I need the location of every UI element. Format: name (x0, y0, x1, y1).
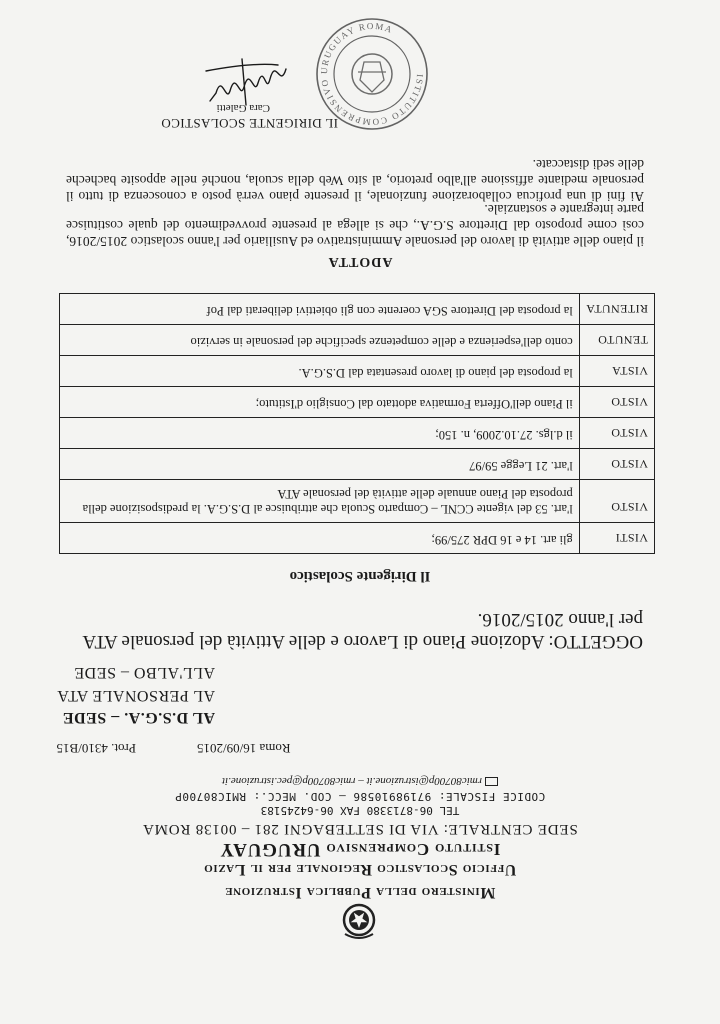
adopts-heading: ADOTTA (327, 254, 393, 269)
recital-text: l'art. 53 del vigente CCNL – Comparto Scuola che attribuisce al D.S.G.A. la predisposizione della proposta del Piano annuale delle attività del personale ATA (60, 480, 580, 523)
recital-text: il d.lgs. 27.10.2009, n. 150; (60, 418, 580, 449)
subject-label: OGGETTO: (548, 631, 643, 652)
issuer-heading: Il Dirigente Scolastico (289, 568, 431, 584)
recital-key: TENUTO (579, 325, 654, 356)
recital-text: l'art. 21 Legge 59/97 (60, 449, 580, 480)
table-row (60, 294, 655, 325)
stamp-text: ISTITUTO COMPRENSIVO URUGUAY ROMA (318, 20, 426, 128)
table-row (60, 387, 655, 418)
recital-key: VISTO (579, 480, 654, 523)
table-row (60, 480, 655, 523)
recital-key: VISTA (579, 356, 654, 387)
recital-text: la proposta del Direttore SGA coerente con gli obiettivi deliberati dal Pof (60, 294, 580, 325)
email-addresses: rmic80700p@istruzione.it – rmic80700p@pec.istruzione.it (221, 775, 483, 787)
protocol-number: Prot. 4310/B15 (56, 741, 136, 756)
table-row (60, 523, 655, 554)
handwritten-signature (200, 51, 290, 109)
ministry-line: Ministero della Pubblica Istruzione (224, 884, 496, 901)
envelope-icon (485, 777, 498, 786)
table-row (60, 356, 655, 387)
signatory-name: Cara Galetti (216, 102, 270, 114)
main-seat-address: SEDE CENTRALE: VIA DI SETTEBAGNI 281 – 00138 ROMA (142, 821, 578, 837)
recital-key: VISTO (579, 418, 654, 449)
school-name: URUGUAY (219, 839, 321, 860)
school-name-line (0, 838, 720, 860)
table-row (60, 325, 655, 356)
svg-text:ISTITUTO COMPRENSIVO URUGUAY R (319, 21, 425, 127)
addressee-albo: ALL'ALBO – SEDE (73, 664, 215, 681)
addressee-ata: AL PERSONALE ATA (56, 687, 215, 704)
phone-fax-line: TEL 06-8713380 FAX 06-64245183 (260, 804, 460, 817)
subject (63, 608, 643, 652)
recital-key: VISTO (579, 387, 654, 418)
recital-key: VISTO (579, 449, 654, 480)
signatory-title: IL DIRIGENTE SCOLASTICO (161, 116, 338, 131)
adoption-paragraph: il piano delle attività di lavoro del personale Amministrativo ed Ausiliario per l'anno scolastico 2015/2016, così come proposto dal Direttore S.G.A., che si allega al presente provvedimento del quale costituisce parte integrante e sostanziale. (66, 202, 644, 249)
place-date: Roma 16/09/2015 (197, 741, 291, 756)
school-stamp (314, 16, 430, 132)
school-prefix: Istituto Comprensivo (325, 840, 501, 859)
recital-text: conto dell'esperienza e delle competenze specifiche del personale in servizio (60, 325, 580, 356)
regional-office-line: Ufficio Scolastico Regionale per il Lazio (203, 861, 517, 878)
recitals-table (59, 293, 655, 554)
table-row (60, 449, 655, 480)
publication-paragraph: Ai fini di una proficua collaborazione funzionale, il presente piano verrà posto a conoscenza di tutto il personale mediante affissione all'albo pretorio, al sito Web della scuola, nonché nelle apposite bacheche delle sedi distaccate. (66, 157, 644, 204)
recital-text: il Piano dell'Offerta Formativa adottato dal Consiglio d'Istituto; (60, 387, 580, 418)
addressee-dsga: AL D.S.G.A. – SEDE (62, 709, 215, 726)
republic-emblem-icon (339, 900, 379, 942)
subject-text: Adozione Piano di Lavoro e delle Attività del personale ATA per l'anno 2015/2016. (83, 609, 643, 652)
recital-text: gli art. 14 e 16 DPR 275/99; (60, 523, 580, 554)
recital-key: VISTI (579, 523, 654, 554)
recital-text: la proposta del piano di lavoro presentata dal D.S.G.A. (60, 356, 580, 387)
recital-key: RITENUTA (579, 294, 654, 325)
fiscal-code-line: CODICE FISCALE: 97198910586 – COD. MECC.: RMIC80700P (174, 790, 546, 803)
email-line (0, 775, 720, 787)
table-row (60, 418, 655, 449)
